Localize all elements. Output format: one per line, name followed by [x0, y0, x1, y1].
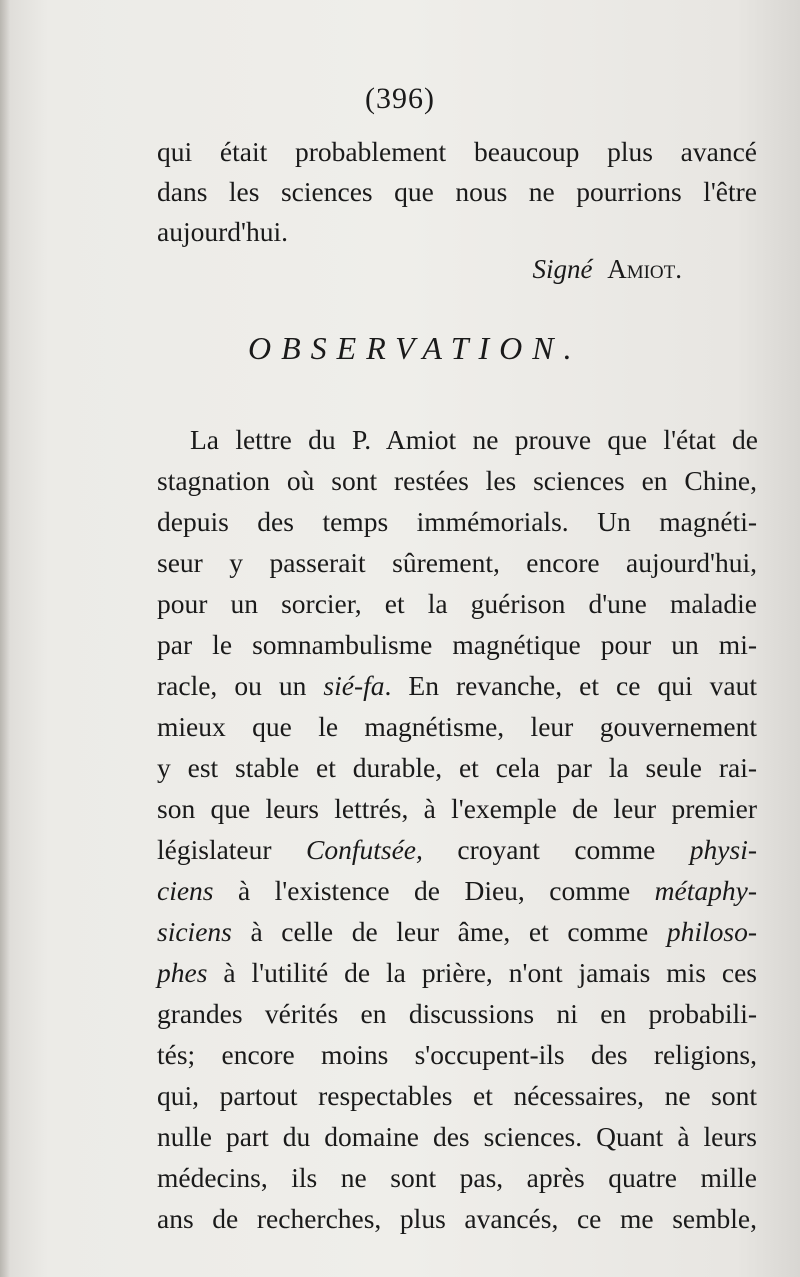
- italic-term: physi-: [689, 834, 757, 865]
- signature-name: Amiot.: [607, 254, 682, 284]
- text-line: [157, 871, 757, 911]
- text-line: [157, 830, 757, 870]
- text-line: La lettre du P. Amiot ne prouve que l'état de: [190, 424, 758, 455]
- italic-term: ciens: [157, 875, 214, 906]
- italic-term: philoso-: [666, 916, 757, 947]
- italic-term: siciens: [157, 916, 232, 947]
- text-line: seur y passerait sûrement, encore aujourd'hui,: [157, 547, 757, 578]
- italic-term: métaphy-: [654, 875, 757, 906]
- text-line: [157, 666, 757, 706]
- text-line: stagnation où sont restées les sciences en Chine,: [157, 465, 757, 496]
- page-number: (396): [365, 82, 435, 115]
- section-title: OBSERVATION.: [248, 330, 582, 366]
- text-line: y est stable et durable, et cela par la seule rai-: [157, 752, 757, 783]
- signature-word: Signé: [532, 254, 593, 284]
- text-line: pour un sorcier, et la guérison d'une maladie: [157, 588, 757, 619]
- text-line: grandes vérités en discussions ni en probabili-: [157, 998, 757, 1029]
- text-line: tés; encore moins s'occupent-ils des religions,: [157, 1039, 757, 1070]
- italic-term: phes: [157, 957, 208, 988]
- signature: [532, 254, 682, 285]
- text-line: par le somnambulisme magnétique pour un mi-: [157, 629, 757, 660]
- text-run: législateur: [157, 834, 307, 865]
- text-line: [157, 912, 757, 952]
- text-run: croyant comme: [422, 834, 690, 865]
- italic-term: Confutsée,: [306, 834, 423, 865]
- text-line: qui, partout respectables et nécessaires, ne sont: [157, 1080, 757, 1111]
- text-line: depuis des temps immémorials. Un magnéti-: [157, 506, 757, 537]
- italic-term: sié-fa: [323, 670, 385, 701]
- text-run: à l'existence de Dieu, comme: [213, 875, 655, 906]
- text-run: . En revanche, et ce qui vaut: [384, 670, 757, 701]
- text-run: à l'utilité de la prière, n'ont jamais mis ces: [207, 957, 757, 988]
- text-line: ans de recherches, plus avancés, ce me semble,: [157, 1203, 757, 1234]
- text-line: mieux que le magnétisme, leur gouvernement: [157, 711, 757, 742]
- text-run: à celle de leur âme, et comme: [231, 916, 667, 947]
- page-binding-shadow: [0, 0, 10, 1277]
- text-line: médecins, ils ne sont pas, après quatre mille: [157, 1162, 757, 1193]
- text-run: racle, ou un: [157, 670, 324, 701]
- text-line: aujourd'hui.: [157, 216, 288, 247]
- text-line: qui était probablement beaucoup plus avancé: [157, 136, 757, 167]
- text-line: son que leurs lettrés, à l'exemple de leur premier: [157, 793, 757, 824]
- text-line: [157, 953, 757, 993]
- text-line: dans les sciences que nous ne pourrions l'être: [157, 176, 757, 207]
- text-line: nulle part du domaine des sciences. Quant à leurs: [157, 1121, 757, 1152]
